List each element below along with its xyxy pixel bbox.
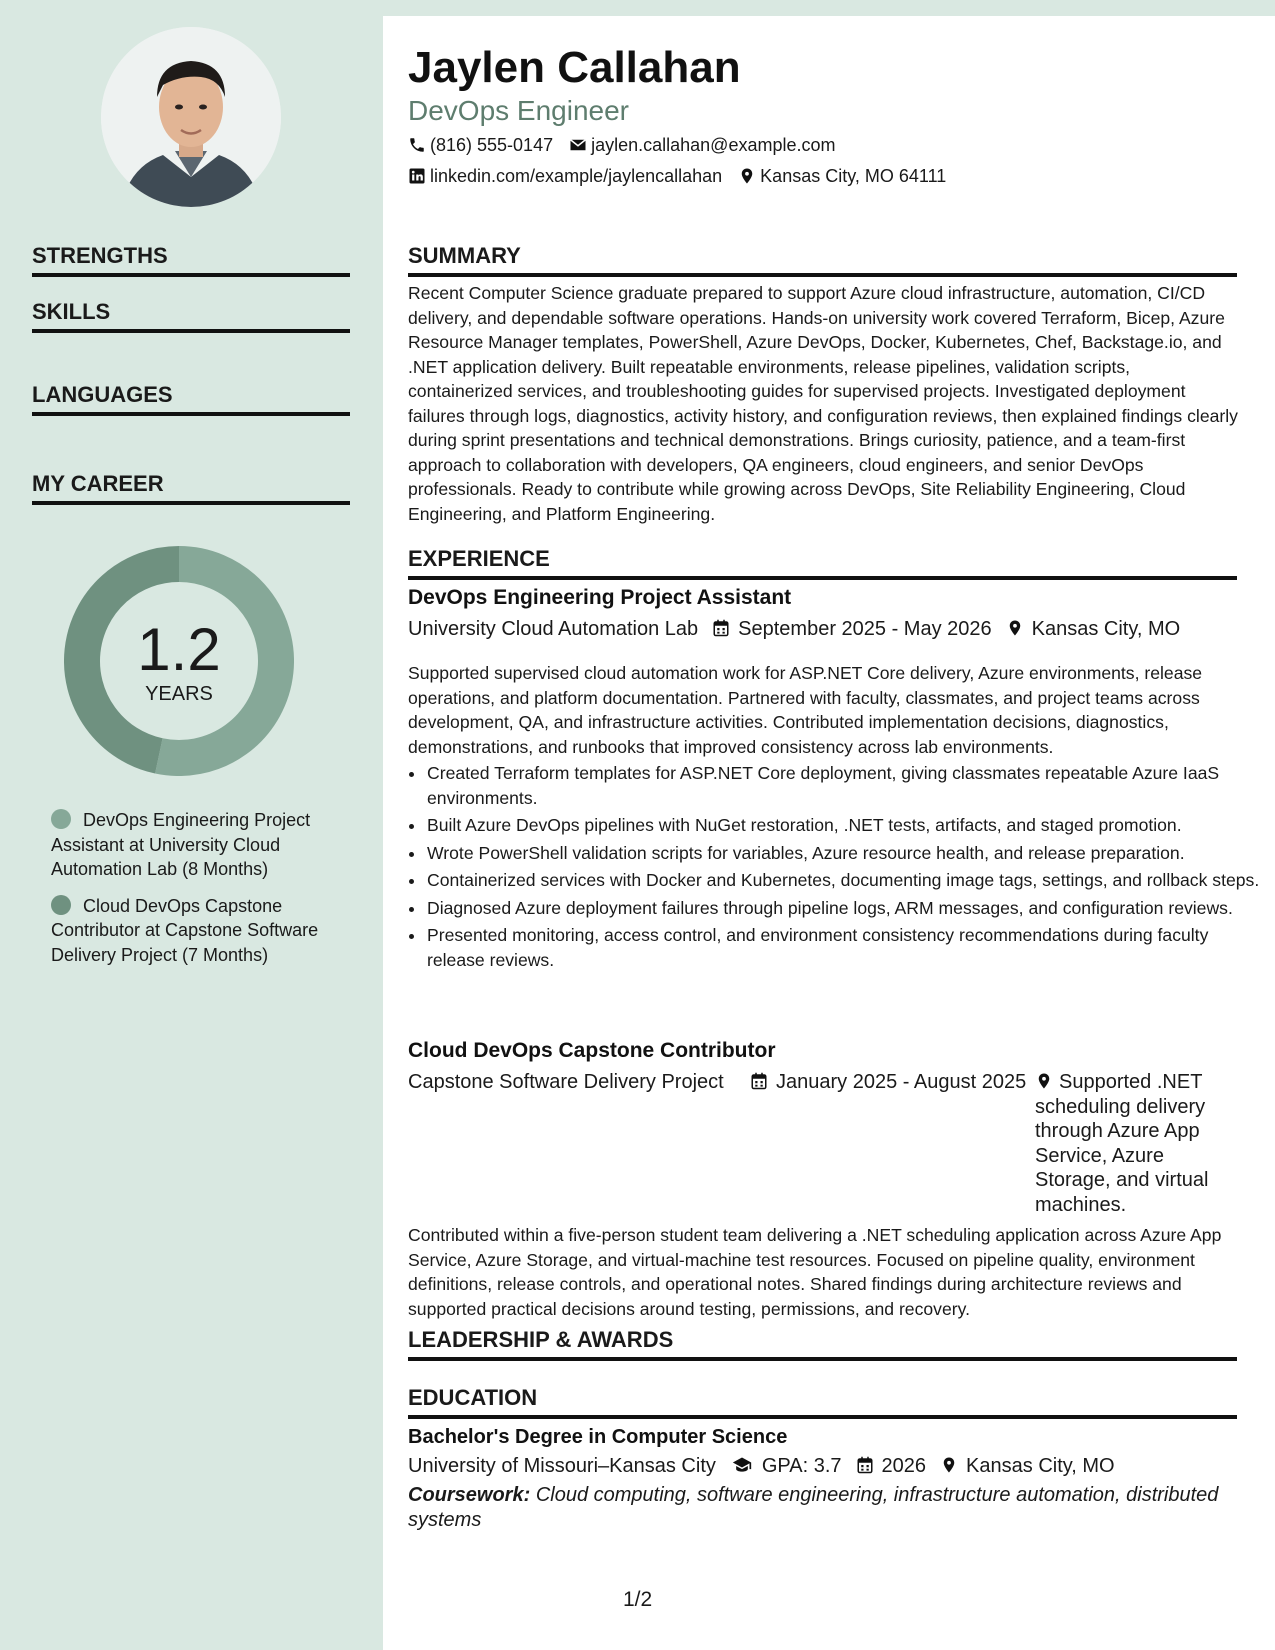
calendar-icon — [712, 618, 730, 638]
candidate-title: DevOps Engineer — [408, 95, 630, 126]
job-description: Contributed within a five-person student team delivering a .NET scheduling application across Azure App Service, Azure Storage, and virtual-machine test resources. Focused on pipeline quality, environment definitions, release controls, and operational notes. Shared findings during architecture reviews and supported practical decisions around testing, permissions, and recovery. — [408, 1225, 1222, 1319]
job-bullet: • Wrote PowerShell validation scripts for variables, Azure resource health, and release preparation. — [426, 841, 1261, 866]
contact-line-2 — [408, 164, 946, 188]
career-legend — [51, 808, 331, 979]
job-bullet: • Containerized services with Docker and Kubernetes, documenting image tags, settings, and rollback steps. — [426, 868, 1261, 893]
calendar-icon — [856, 1455, 874, 1475]
experience-heading: EXPERIENCE — [408, 546, 1237, 580]
envelope-icon — [569, 136, 587, 154]
job-bullet: • Created Terraform templates for ASP.NET Core deployment, giving classmates repeatable Azure IaaS environments. — [426, 761, 1261, 810]
page-number: 1/2 — [623, 1588, 653, 1611]
education-heading: EDUCATION — [408, 1385, 1237, 1419]
strengths-heading: STRENGTHS — [32, 243, 350, 277]
gpa-text: GPA: 3.7 — [761, 1455, 842, 1477]
legend-dot — [51, 809, 71, 829]
career-legend-item — [51, 894, 331, 968]
coursework — [408, 1483, 1238, 1533]
school-location: Kansas City, MO — [966, 1455, 1115, 1477]
job-dates: September 2025 - May 2026 — [738, 618, 992, 640]
map-pin-icon — [940, 1455, 958, 1475]
phone-icon — [408, 136, 426, 154]
phone-text[interactable]: (816) 555-0147 — [430, 135, 554, 155]
skills-heading: SKILLS — [32, 299, 350, 333]
map-pin-icon — [1035, 1071, 1053, 1091]
career-legend-item — [51, 808, 331, 882]
avatar-photo — [101, 27, 281, 207]
job-bullets — [408, 761, 1261, 975]
job-title: DevOps Engineering Project Assistant — [408, 586, 792, 609]
calendar-icon — [750, 1071, 768, 1091]
career-years-unit: YEARS — [145, 683, 213, 705]
job-location: Kansas City, MO — [1031, 618, 1181, 640]
graduation-year: 2026 — [881, 1455, 927, 1477]
email-link[interactable]: jaylen.callahan@example.com — [591, 135, 836, 155]
linkedin-icon — [408, 167, 426, 185]
job-org: University Cloud Automation Lab — [408, 618, 699, 640]
job-meta — [408, 616, 1180, 642]
legend-dot — [51, 895, 71, 915]
career-legend-label: Cloud DevOps Capstone Contributor at Capstone Software Delivery Project (7 Months) — [51, 895, 319, 965]
avatar — [101, 27, 281, 207]
summary-heading: SUMMARY — [408, 243, 1237, 277]
career-years-value: 1.2 — [137, 616, 221, 683]
job-title: Cloud DevOps Capstone Contributor — [408, 1039, 776, 1062]
job-bullet: • Built Azure DevOps pipelines with NuGet restoration, .NET tests, artifacts, and staged promotion. — [426, 813, 1261, 838]
main-content — [383, 16, 1275, 1650]
job-location: Supported .NET scheduling delivery through Azure App Service, Azure Storage, and virtual machines. — [1035, 1071, 1209, 1216]
summary-text: Recent Computer Science graduate prepared to support Azure cloud infrastructure, automation, CI/CD delivery, and dependable software operations. Hands-on university work covered Terraform, Bicep, Azure Resource Manager templates, PowerShell, Azure DevOps, Docker, Kubernetes, Chef, Backstage.io, and .NET application delivery. Built repeatable environments, release pipelines, validation scripts, containerized services, and troubleshooting guides for supervised projects. Investigated deployment failures through logs, diagnostics, activity history, and configuration reviews, then explained findings clearly during sprint presentations and technical demonstrations. Brings curiosity, patience, and a team-first approach to collaboration with developers, QA engineers, cloud engineers, and senior DevOps professionals. Ready to contribute while growing across DevOps, Site Reliability Engineering, Cloud Engineering, and Platform Engineering. — [408, 283, 1238, 524]
job-meta — [408, 1070, 1238, 1220]
sidebar — [0, 0, 383, 1650]
coursework-label: Coursework: — [408, 1484, 531, 1506]
career-legend-label: DevOps Engineering Project Assistant at University Cloud Automation Lab (8 Months) — [51, 810, 311, 879]
map-pin-icon — [1006, 618, 1024, 638]
graduation-cap-icon — [730, 1455, 754, 1475]
job-dates: January 2025 - August 2025 — [776, 1071, 1027, 1093]
job-location-cell — [1035, 1070, 1225, 1217]
job-bullet: • Presented monitoring, access control, and environment consistency recommendations during faculty release reviews. — [426, 923, 1261, 972]
map-pin-icon — [738, 167, 756, 185]
career-heading: MY CAREER — [32, 471, 350, 505]
job-org: Capstone Software Delivery Project — [408, 1071, 724, 1093]
contact-line-1 — [408, 133, 836, 157]
linkedin-link[interactable]: linkedin.com/example/jaylencallahan — [430, 166, 723, 186]
job-description: Supported supervised cloud automation work for ASP.NET Core delivery, Azure environments, release operations, and platform documentation. Partnered with faculty, classmates, and project teams across development, QA, and infrastructure activities. Contributed implementation decisions, diagnostics, demonstrations, and runbooks that improved consistency across lab environments. — [408, 663, 1203, 757]
languages-heading: LANGUAGES — [32, 382, 350, 416]
school-name: University of Missouri–Kansas City — [408, 1455, 716, 1477]
leadership-heading: LEADERSHIP & AWARDS — [408, 1327, 1237, 1361]
job-bullet: • Diagnosed Azure deployment failures through pipeline logs, ARM messages, and configuration reviews. — [426, 896, 1261, 921]
location-text: Kansas City, MO 64111 — [760, 166, 947, 186]
education-meta — [408, 1453, 1115, 1479]
job-dates-cell — [750, 1070, 1026, 1095]
coursework-text: Cloud computing, software engineering, infrastructure automation, distributed systems — [408, 1484, 1219, 1531]
degree-title: Bachelor's Degree in Computer Science — [408, 1426, 788, 1448]
candidate-name: Jaylen Callahan — [408, 43, 741, 92]
